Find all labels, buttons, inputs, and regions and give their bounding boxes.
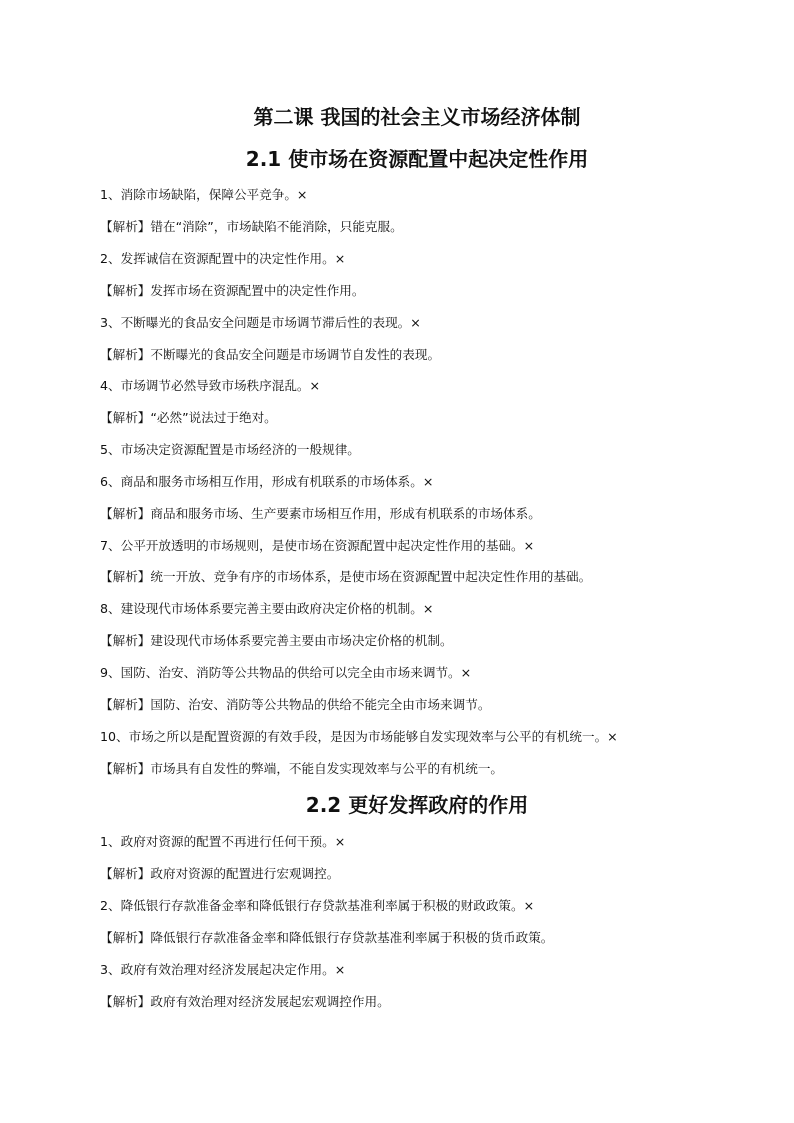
analysis-line: 【解析】政府有效治理对经济发展起宏观调控作用。 (100, 994, 390, 1009)
question-line: 4、市场调节必然导致市场秩序混乱。× (100, 378, 321, 393)
question-line: 3、不断曝光的食品安全问题是市场调节滞后性的表现。× (100, 315, 421, 330)
question-line: 1、消除市场缺陷，保障公平竞争。× (100, 187, 308, 202)
question-line: 5、市场决定资源配置是市场经济的一般规律。 (100, 442, 360, 457)
section-heading-2-2: 2.2 更好发挥政府的作用 (305, 793, 529, 817)
question-line: 10、市场之所以是配置资源的有效手段，是因为市场能够自发实现效率与公平的有机统一。× (100, 729, 618, 744)
analysis-line: 【解析】市场具有自发性的弊端，不能自发实现效率与公平的有机统一。 (100, 761, 503, 776)
analysis-line: 【解析】发挥市场在资源配置中的决定性作用。 (100, 283, 365, 298)
question-line: 8、建设现代市场体系要完善主要由政府决定价格的机制。× (100, 601, 434, 616)
question-line: 9、国防、治安、消防等公共物品的供给可以完全由市场来调节。× (100, 665, 472, 680)
analysis-line: 【解析】统一开放、竞争有序的市场体系，是使市场在资源配置中起决定性作用的基础。 (100, 569, 592, 584)
analysis-line: 【解析】建设现代市场体系要完善主要由市场决定价格的机制。 (100, 633, 453, 648)
question-line: 1、政府对资源的配置不再进行任何干预。× (100, 834, 346, 849)
analysis-line: 【解析】商品和服务市场、生产要素市场相互作用，形成有机联系的市场体系。 (100, 506, 541, 521)
analysis-line: 【解析】“必然”说法过于绝对。 (100, 410, 277, 425)
question-line: 3、政府有效治理对经济发展起决定作用。× (100, 962, 346, 977)
analysis-line: 【解析】政府对资源的配置进行宏观调控。 (100, 866, 340, 881)
question-line: 2、降低银行存款准备金率和降低银行存贷款基准利率属于积极的财政政策。× (100, 898, 535, 913)
question-line: 7、公平开放透明的市场规则，是使市场在资源配置中起决定性作用的基础。× (100, 538, 535, 553)
section-heading-2-1: 2.1 使市场在资源配置中起决定性作用 (245, 147, 589, 171)
analysis-line: 【解析】不断曝光的食品安全问题是市场调节自发性的表现。 (100, 347, 441, 362)
document-title: 第二课 我国的社会主义市场经济体制 (253, 105, 581, 129)
analysis-line: 【解析】降低银行存款准备金率和降低银行存贷款基准利率属于积极的货币政策。 (100, 930, 554, 945)
analysis-line: 【解析】国防、治安、消防等公共物品的供给不能完全由市场来调节。 (100, 697, 491, 712)
question-line: 2、发挥诚信在资源配置中的决定性作用。× (100, 251, 346, 266)
question-line: 6、商品和服务市场相互作用，形成有机联系的市场体系。× (100, 474, 434, 489)
analysis-line: 【解析】错在“消除”，市场缺陷不能消除，只能克服。 (100, 219, 403, 234)
